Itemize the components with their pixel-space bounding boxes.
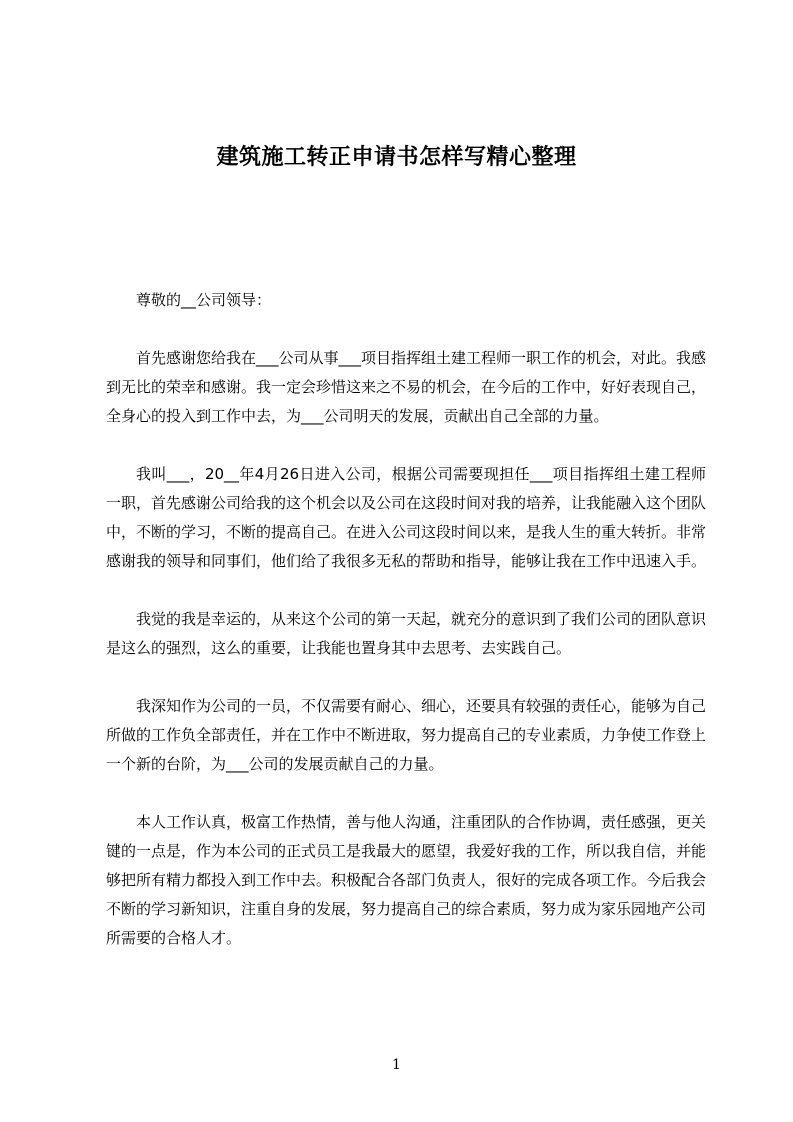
- paragraph-3: 我觉的我是幸运的，从来这个公司的第一天起，就充分的意识到了我们公司的团队意识是这么的强烈，这么的重要，让我能也置身其中去思考、去实践自己。: [106, 610, 707, 657]
- paragraph-2: 我叫___，20__年4月26日进入公司，根据公司需要现担任___项目指挥组土建工程师一职，首先感谢公司给我的这个机会以及公司在这段时间对我的培养，让我能融入这个团队中，不断的学习，不断的提高自己。在进入公司这段时间以来，是我人生的重大转折。非常感谢我的领导和同事们，他们给了我很多无私的帮助和指导，能够让我在工作中迅速入手。: [106, 465, 707, 570]
- document-body: [106, 286, 706, 953]
- paragraph-1: 首先感谢您给我在___公司从事___项目指挥组土建工程师一职工作的机会，对此。我感到无比的荣幸和感谢。我一定会珍惜这来之不易的机会，在今后的工作中，好好表现自己，全身心的投入到工作中去，为___公司明天的发展，贡献出自己全部的力量。: [106, 349, 707, 425]
- greeting-line: 尊敬的__公司领导：: [136, 291, 272, 309]
- document-title: 建筑施工转正申请书怎样写精心整理: [216, 145, 577, 170]
- paragraph-5: 本人工作认真，极富工作热情，善与他人沟通，注重团队的合作协调，责任感强，更关键的一点是，作为本公司的正式员工是我最大的愿望，我爱好我的工作，所以我自信，并能够把所有精力都投入到工作中去。积极配合各部门负责人，很好的完成各项工作。今后我会不断的学习新知识，注重自身的发展，努力提高自己的综合素质，努力成为家乐园地产公司所需要的合格人才。: [106, 813, 707, 947]
- page-number: 1: [392, 1057, 401, 1073]
- paragraph-4: 我深知作为公司的一员，不仅需要有耐心、细心，还要具有较强的责任心，能够为自己所做的工作负全部责任，并在工作中不断进取，努力提高自己的专业素质，力争使工作登上一个新的台阶，为___公司的发展贡献自己的力量。: [106, 697, 707, 773]
